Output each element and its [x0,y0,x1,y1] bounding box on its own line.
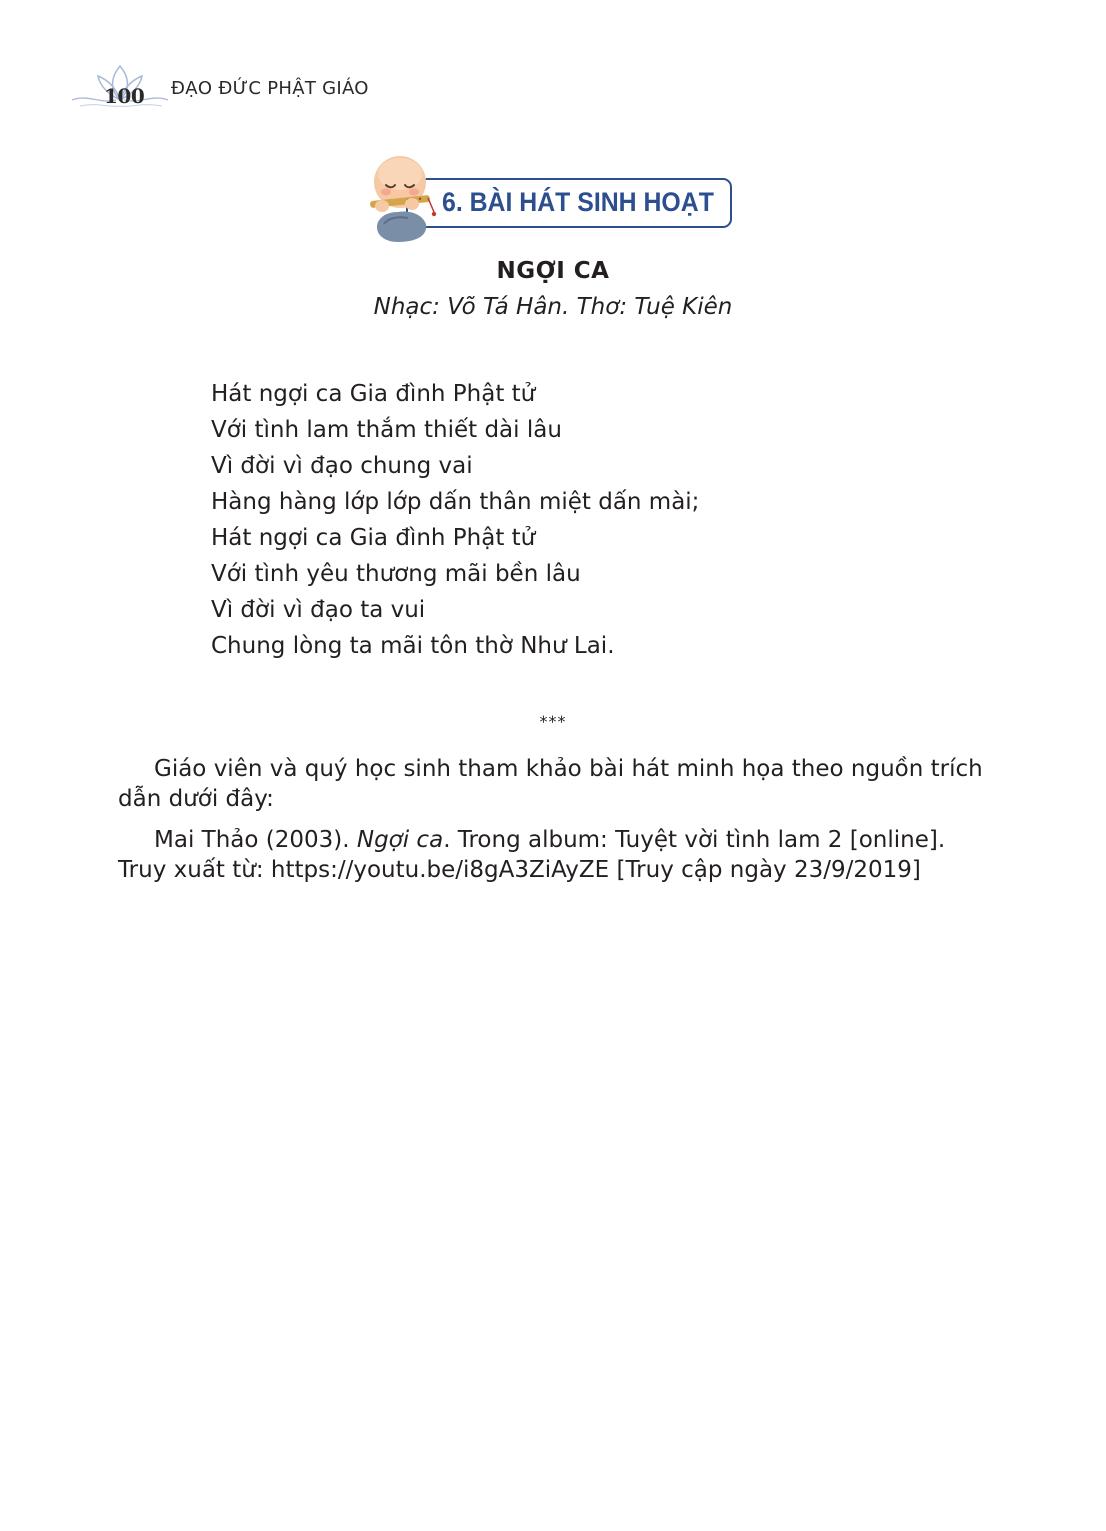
running-title: ĐẠO ĐỨC PHẬT GIÁO [171,78,369,99]
lyrics [211,376,699,664]
section-title: 6. BÀI HÁT SINH HOẠT [442,187,714,217]
lyric-line: Vì đời vì đạo chung vai [211,453,473,479]
running-header [70,64,490,114]
lyric-line: Hàng hàng lớp lớp dấn thân miệt dấn mài; [211,489,700,515]
section-heading [364,152,744,244]
citation-source: . Trong album: Tuyệt vời tình lam 2 [online]. Truy xuất từ: https://youtu.be/i8gA3ZiAyZE [Truy cập ngày 23/9/2019] [118,827,946,883]
song-title: NGỢI CA [496,258,610,284]
monk-playing-flute-icon [364,152,444,244]
lyric-line: Vì đời vì đạo ta vui [211,597,426,623]
lyric-line: Với tình yêu thương mãi bền lâu [211,561,581,587]
citation-author: Mai Thảo (2003). [154,827,357,853]
lyric-line: Chung lòng ta mãi tôn thờ Như Lai. [211,633,615,659]
reference-citation [118,825,998,885]
lyric-line: Hát ngợi ca Gia đình Phật tử [211,381,536,407]
page-number: 100 [104,84,145,108]
reference-intro: Giáo viên và quý học sinh tham khảo bài hát minh họa theo nguồn trích dẫn dưới đây: [118,756,983,812]
citation-song-title: Ngợi ca [356,827,444,853]
song-credits: Nhạc: Võ Tá Hân. Thơ: Tuệ Kiên [373,294,733,320]
lyric-line: Với tình lam thắm thiết dài lâu [211,417,562,443]
lyric-line: Hát ngợi ca Gia đình Phật tử [211,525,536,551]
section-separator: *** [539,712,567,731]
